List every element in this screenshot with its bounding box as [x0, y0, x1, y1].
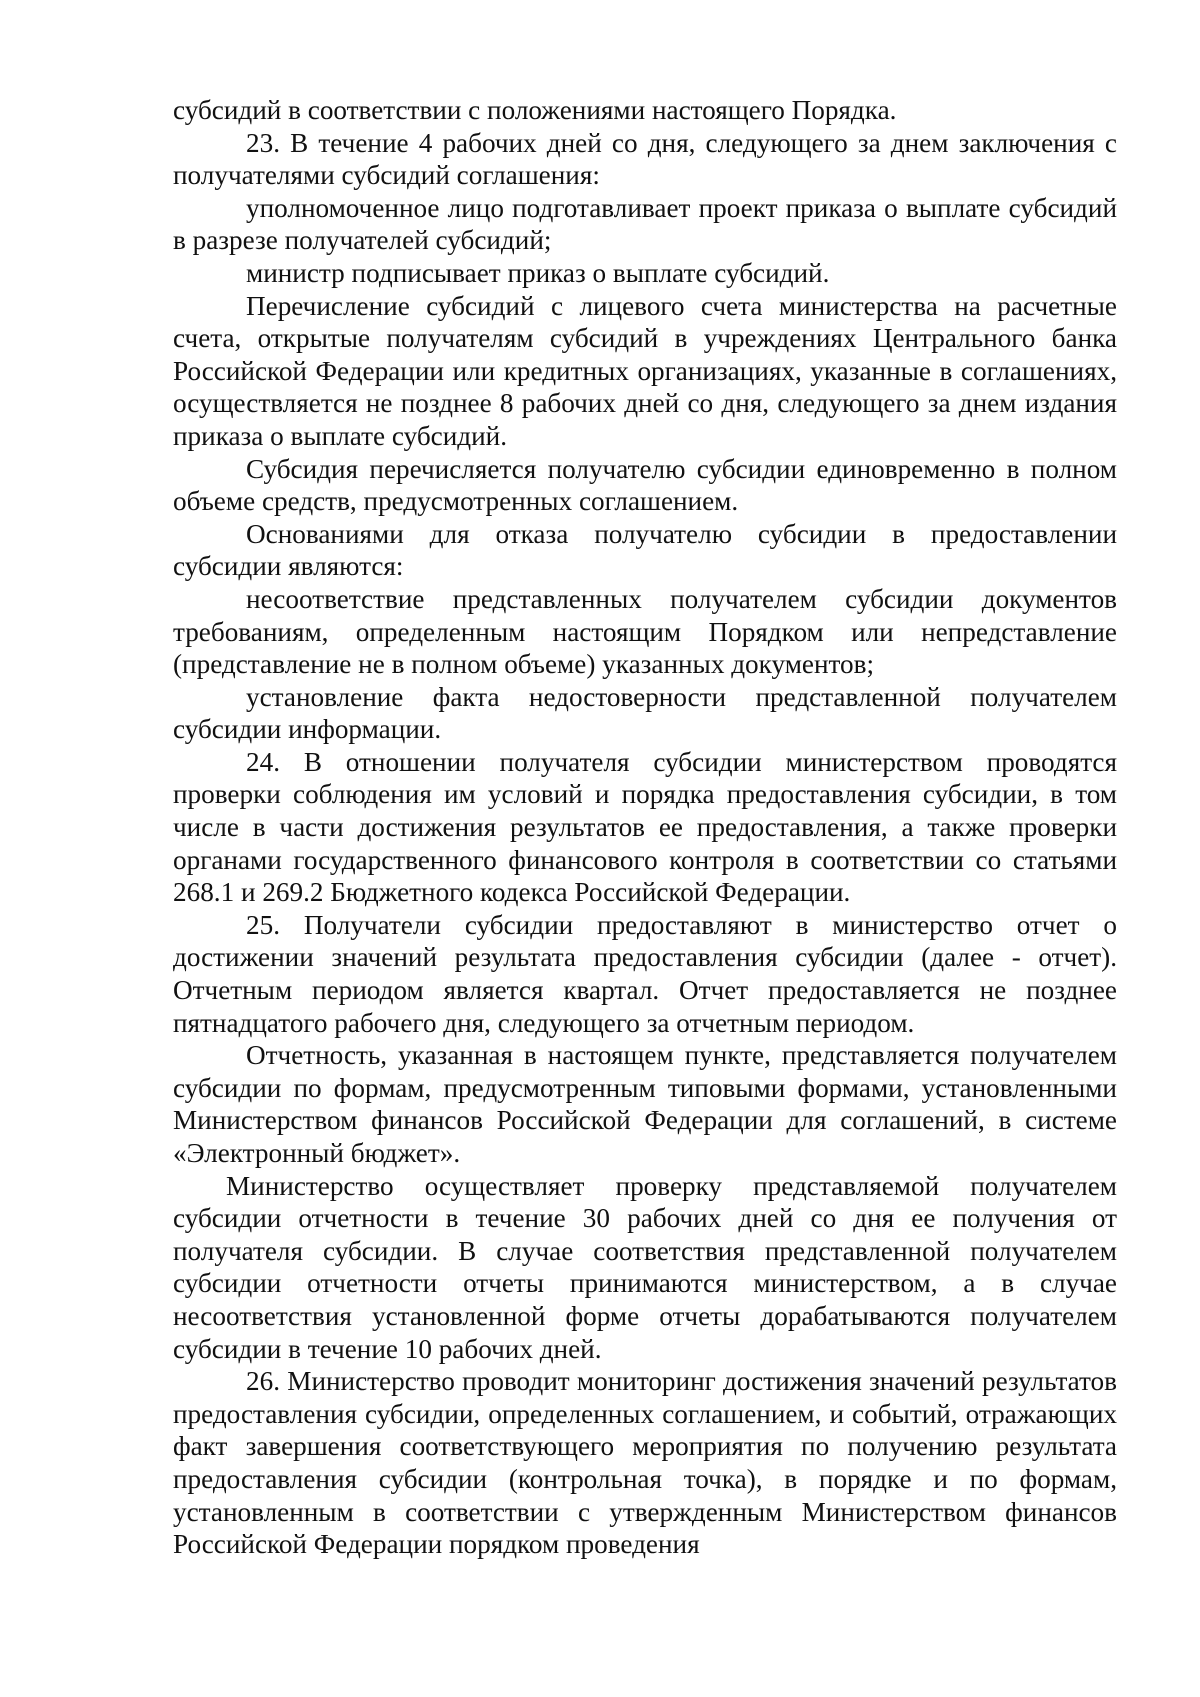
paragraph-refusal-ground-2: установление факта недостоверности представленной получателем субсидии информации.	[173, 681, 1117, 745]
paragraph-continuation: субсидий в соответствии с положениями настоящего Порядка.	[173, 95, 897, 125]
paragraph-lump-sum: Субсидия перечисляется получателю субсидии единовременно в полном объеме средств, предусмотренных соглашением.	[173, 453, 1117, 517]
paragraph-refusal-ground-1: несоответствие представленных получателем субсидии документов требованиям, определенным настоящим Порядком или непредставление (представление не в полном объеме) указанных документов;	[173, 583, 1117, 680]
paragraph-report-check: Министерство осуществляет проверку представляемой получателем субсидии отчетности в течение 30 рабочих дней со дня ее получения от получателя субсидии. В случае соответствия представленной получателем субсидии отчетности отчеты принимаются министерством, а в случае несоответствия установленной форме отчеты дорабатываются получателем субсидии в течение 10 рабочих дней.	[173, 1170, 1117, 1364]
paragraph-item-24: 24. В отношении получателя субсидии министерством проводятся проверки соблюдения им условий и порядка предоставления субсидии, в том числе в части достижения результатов ее предоставления, а также проверки органами государственного финансового контроля в соответствии со статьями 268.1 и 269.2 Бюджетного кодекса Российской Федерации.	[173, 746, 1117, 908]
paragraph-item-23: 23. В течение 4 рабочих дней со дня, следующего за днем заключения с получателями субсидий соглашения:	[173, 127, 1117, 191]
document-body	[173, 94, 1117, 1561]
paragraph-transfer: Перечисление субсидий с лицевого счета министерства на расчетные счета, открытые получателям субсидий в учреждениях Центрального банка Российской Федерации или кредитных организациях, указанные в соглашениях, осуществляется не позднее 8 рабочих дней со дня, следующего за днем издания приказа о выплате субсидий.	[173, 290, 1117, 451]
paragraph-item-25: 25. Получатели субсидии предоставляют в министерство отчет о достижении значений результата предоставления субсидии (далее - отчет). Отчетным периодом является квартал. Отчет предоставляется не позднее пятнадцатого рабочего дня, следующего за отчетным периодом.	[173, 909, 1117, 1038]
paragraph-refusal-grounds: Основаниями для отказа получателю субсидии в предоставлении субсидии являются:	[173, 518, 1117, 582]
paragraph-reporting-forms: Отчетность, указанная в настоящем пункте, представляется получателем субсидии по формам, предусмотренным типовыми формами, установленными Министерством финансов Российской Федерации для соглашений, в системе «Электронный бюджет».	[173, 1040, 1117, 1168]
paragraph-item-23-step-2: министр подписывает приказ о выплате субсидий.	[246, 257, 830, 288]
paragraph-item-23-step-1: уполномоченное лицо подготавливает проект приказа о выплате субсидий в разрезе получателей субсидий;	[173, 192, 1117, 256]
paragraph-item-26: 26. Министерство проводит мониторинг достижения значений результатов предоставления субсидии, определенных соглашением, и событий, отражающих факт завершения соответствующего мероприятия по получению результата предоставления субсидии (контрольная точка), в порядке и по формам, установленным в соответствии с утвержденным Министерством финансов Российской Федерации порядком проведения	[173, 1366, 1117, 1560]
